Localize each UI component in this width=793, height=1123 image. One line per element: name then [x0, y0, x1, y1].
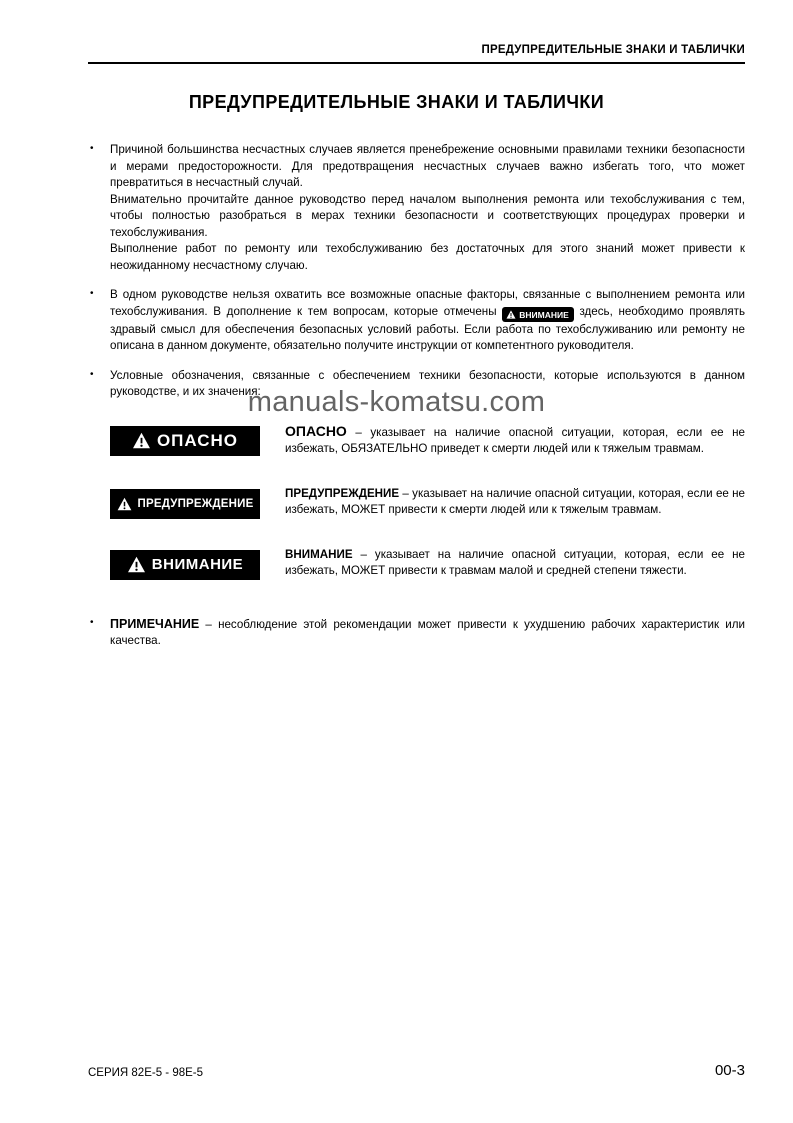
note-text: – несоблюдение этой рекомендации может привести к ухудшению рабочих характеристик или качества.	[110, 617, 745, 647]
running-header	[88, 44, 745, 64]
page-number: 00-3	[714, 1062, 745, 1079]
signal-text: – указывает на наличие опасной ситуации, которая, если ее не избежать, МОЖЕТ привести к смерти людей или к тяжелым травмам.	[285, 486, 745, 516]
signal-description	[285, 423, 745, 458]
paragraph	[110, 287, 745, 355]
inline-badge-label: ВНИМАНИЕ	[519, 309, 569, 320]
badge-label: ОПАСНО	[156, 430, 239, 450]
note-term: ПРИМЕЧАНИЕ	[110, 616, 200, 631]
signal-text: – указывает на наличие опасной ситуации, которая, если ее не избежать, ОБЯЗАТЕЛЬНО приведет к смерти людей или к тяжелым травмам.	[285, 425, 745, 455]
intro-bullet-list	[88, 142, 745, 401]
badge-cell	[110, 547, 285, 580]
inline-attention-badge	[502, 307, 574, 322]
warning-triangle-icon	[117, 497, 132, 511]
header-rule	[88, 62, 745, 64]
paragraph-text: здесь, необходимо проявлять здравый смысл для обеспечения безопасных условий работы. Если работа по техобслуживанию или ремонту не описана в данном документе, обязательно получите инструкции от компетентного руководителя.	[110, 304, 745, 352]
caution-badge	[110, 550, 260, 580]
badge-cell	[110, 423, 285, 456]
warning-triangle-icon	[127, 556, 146, 573]
badge-label: ПРЕДУПРЕЖДЕНИЕ	[137, 497, 254, 510]
paragraph: • Условные обозначения, связанные с обеспечением техники безопасности, которые используются в данном руководстве, и их значения:	[110, 368, 745, 398]
bullet-item-accidents	[88, 142, 745, 274]
signal-description	[285, 547, 745, 580]
signal-row-caution	[88, 547, 745, 580]
danger-badge	[110, 426, 260, 456]
badge-cell	[110, 486, 285, 519]
page-content	[88, 142, 745, 663]
bullet-item-coverage	[88, 287, 745, 355]
signal-row-warning	[88, 486, 745, 519]
signal-description	[285, 486, 745, 519]
page-footer	[88, 1062, 745, 1079]
bullet-item-symbols	[88, 368, 745, 401]
signal-text: – указывает на наличие опасной ситуации, которая, если ее не избежать, МОЖЕТ привести к травмам малой и средней степени тяжести.	[285, 547, 745, 577]
signal-row-danger	[88, 423, 745, 458]
page-title: ПРЕДУПРЕДИТЕЛЬНЫЕ ЗНАКИ И ТАБЛИЧКИ	[188, 92, 605, 112]
badge-label: ВНИМАНИЕ	[151, 556, 244, 573]
signal-word-table	[88, 423, 745, 580]
watermark: manuals-komatsu.com	[247, 386, 546, 418]
bullet-item-note	[88, 616, 745, 650]
running-header-text: ПРЕДУПРЕДИТЕЛЬНЫЕ ЗНАКИ И ТАБЛИЧКИ	[481, 44, 745, 56]
signal-term: ПРЕДУПРЕЖДЕНИЕ	[285, 486, 400, 500]
warning-triangle-icon	[132, 432, 151, 449]
paragraph-text: В одном руководстве нельзя охватить все возможные опасные факторы, связанные с выполнением ремонта или техобслуживания. В дополнение к тем вопросам, которые отмечены	[110, 288, 745, 318]
paragraph: • Причиной большинства несчастных случаев является пренебрежение основными правилами техники безопасности и мерами предосторожности. Для предотвращения несчастных случаев важно избегать того, что может превратиться в несчастный случай.	[110, 143, 745, 189]
note-list	[88, 616, 745, 650]
note-paragraph	[110, 616, 745, 650]
series-label: СЕРИЯ 82Е-5 - 98Е-5	[88, 1067, 204, 1079]
signal-term: ОПАСНО	[285, 422, 347, 439]
paragraph: Выполнение работ по ремонту или техобслуживанию без достаточных для этого знаний может привести к неожиданному несчастному случаю.	[110, 242, 745, 272]
warning-badge	[110, 489, 260, 519]
signal-term: ВНИМАНИЕ	[285, 547, 353, 561]
warning-triangle-icon	[506, 310, 516, 319]
paragraph: Внимательно прочитайте данное руководство перед началом выполнения ремонта или техобслуживания с тем, чтобы полностью разобраться в мерах техники безопасности и соответствующих процедурах проверки и техобслуживания.	[110, 192, 745, 239]
